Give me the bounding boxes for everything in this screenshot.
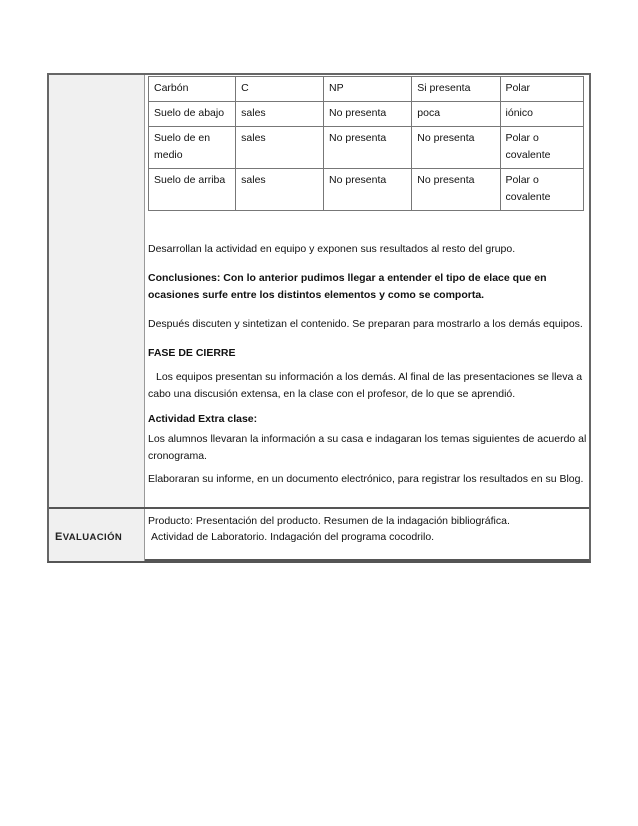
evaluacion-label-cell	[49, 509, 145, 561]
document-table	[47, 73, 591, 563]
table-cell: iónico	[500, 102, 583, 127]
table-cell: No presenta	[412, 169, 500, 211]
fase-cierre-heading: FASE DE CIERRE	[148, 347, 236, 359]
table-cell: No presenta	[324, 102, 412, 127]
bond-type-table	[148, 76, 584, 211]
evaluacion-content	[148, 513, 588, 545]
table-cell: Polar	[500, 77, 583, 102]
paragraph-equipos: Los equipos presentan su información a los demás. Al final de las presentaciones se lleva a cabo una discusión extensa, en la clase con el profesor, de lo que se aprendió.	[148, 371, 583, 400]
table-row	[149, 127, 584, 169]
table-cell: Si presenta	[412, 77, 500, 102]
paragraph-discuten: Después discuten y sintetizan el contenido. Se preparan para mostrarlo a los demás equipos.	[148, 318, 583, 330]
table-cell: NP	[324, 77, 412, 102]
actividad-extra-heading: Actividad Extra clase:	[148, 413, 258, 425]
table-cell: No presenta	[324, 127, 412, 169]
conclusiones-paragraph: Conclusiones: Con lo anterior pudimos llegar a entender el tipo de elace que en ocasiones surfe entre los distintos elementos y como se comporta.	[148, 272, 547, 301]
table-cell: Carbón	[149, 77, 236, 102]
table-cell: No presenta	[412, 127, 500, 169]
table-cell: Suelo de abajo	[149, 102, 236, 127]
table-row	[149, 77, 584, 102]
evaluacion-line: Producto: Presentación del producto. Resumen de la indagación bibliográfica.	[148, 515, 510, 527]
evaluacion-label: EVALUACIÓN	[55, 531, 123, 543]
table-cell: C	[236, 77, 324, 102]
evaluacion-line: Actividad de Laboratorio. Indagación del programa cocodrilo.	[151, 531, 435, 543]
table-cell: Suelo de arriba	[149, 169, 236, 211]
paragraph-alumnos: Los alumnos llevaran la información a su casa e indagaran los temas siguientes de acuerdo al cronograma.	[148, 433, 587, 462]
table-cell: Polar o covalente	[500, 127, 583, 169]
table-row	[149, 169, 584, 211]
left-column-cell	[49, 75, 145, 507]
paragraph-desarrollan: Desarrollan la actividad en equipo y exponen sus resultados al resto del grupo.	[148, 243, 516, 255]
table-row	[149, 102, 584, 127]
table-cell: No presenta	[324, 169, 412, 211]
table-cell: Polar o covalente	[500, 169, 583, 211]
table-cell: sales	[236, 169, 324, 211]
paragraph-elaboraran: Elaboraran su informe, en un documento electrónico, para registrar los resultados en su Blog.	[148, 473, 584, 485]
table-cell: Suelo de en medio	[149, 127, 236, 169]
table-cell: sales	[236, 127, 324, 169]
table-cell: sales	[236, 102, 324, 127]
table-cell: poca	[412, 102, 500, 127]
